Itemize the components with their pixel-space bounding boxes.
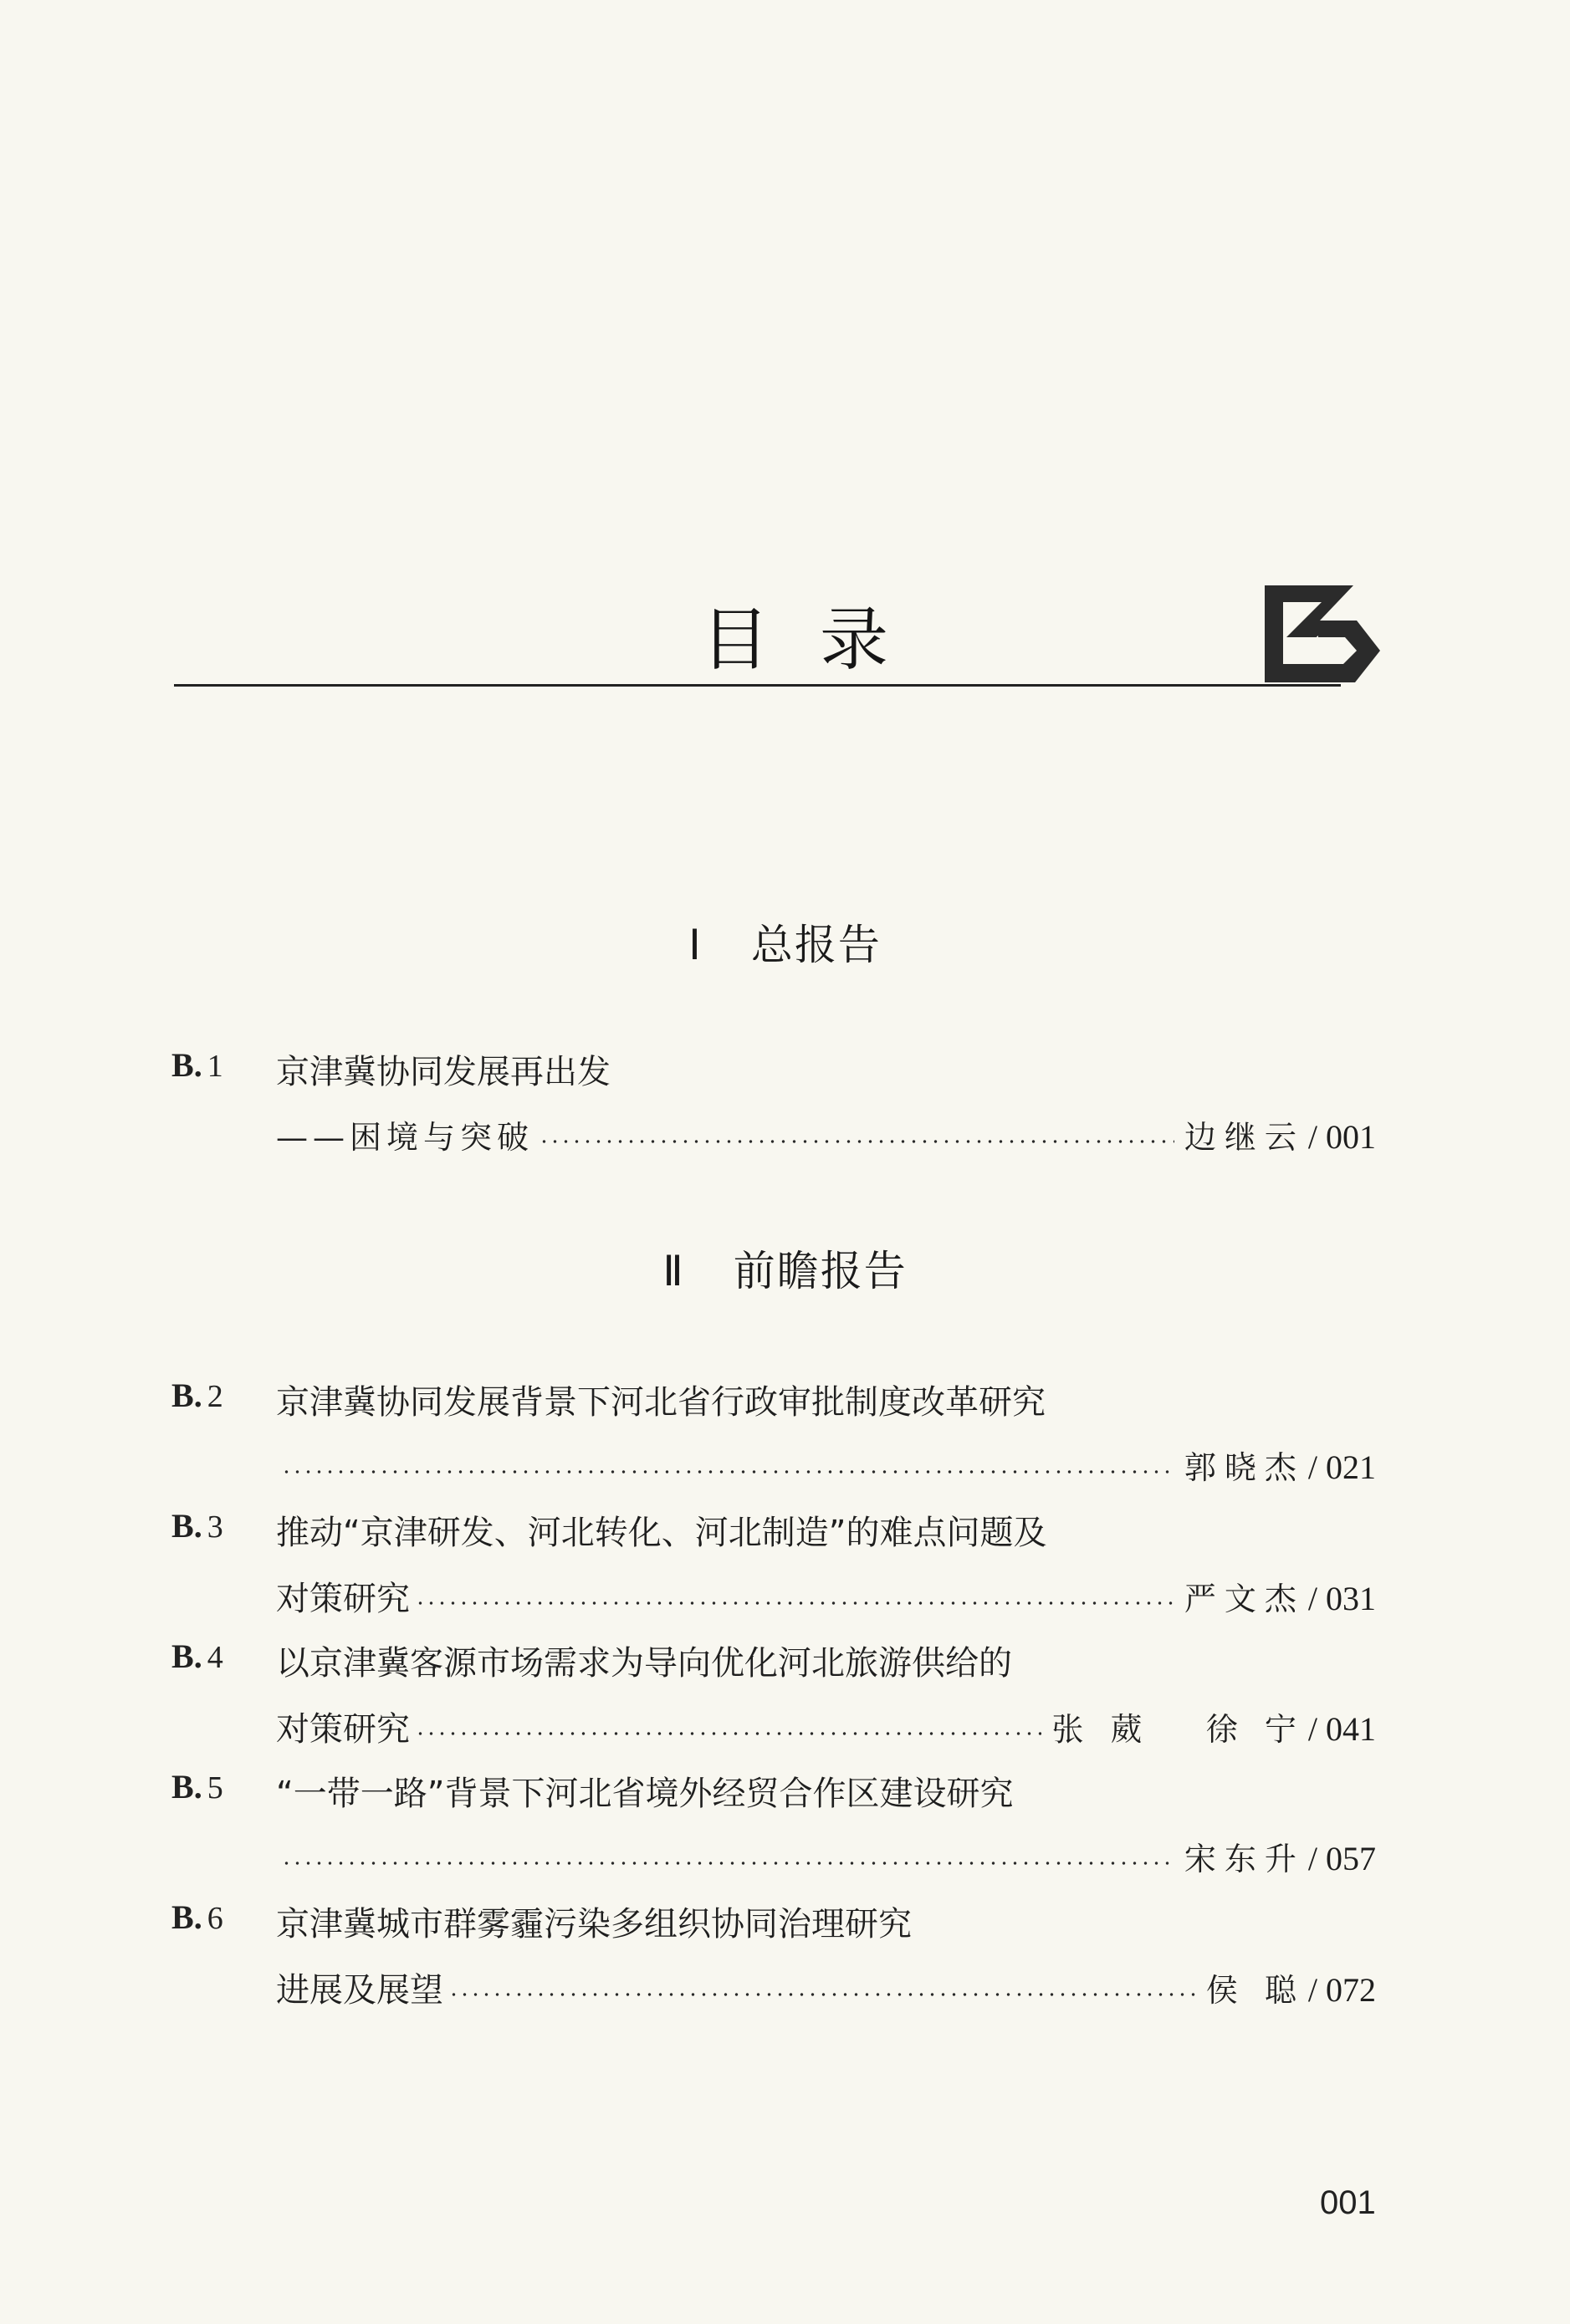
entry-id: B. 4 [171, 1637, 223, 1675]
entry-page: 041 [1326, 1710, 1376, 1748]
entry-author: 严文杰 [1184, 1581, 1305, 1617]
dot-leader [415, 1601, 1174, 1606]
entry-subtitle: 对策研究 [276, 1710, 410, 1749]
separator: / [1307, 1840, 1317, 1877]
dot-leader [281, 1469, 1174, 1474]
entry-id: B. 6 [171, 1898, 223, 1936]
section-heading-outlook-report [0, 1238, 1570, 1298]
separator: / [1307, 1710, 1317, 1748]
section-title: 总报告 [750, 921, 882, 969]
dot-leader [448, 1992, 1196, 1997]
entry-id: B. 1 [171, 1046, 223, 1084]
entry-author: 宋东升 [1184, 1841, 1305, 1877]
dot-leader [281, 1861, 1174, 1866]
entry-subtitle: 对策研究 [276, 1580, 410, 1618]
section-heading-general-report [0, 912, 1570, 972]
entry-title: 推动“京津研发、河北转化、河北制造”的难点问题及 [276, 1514, 1047, 1552]
section-number: Ⅰ [688, 922, 701, 968]
entry-author: 边继云 [1184, 1119, 1305, 1156]
section-number: Ⅱ [662, 1248, 683, 1295]
page-title: 目录 [700, 600, 938, 680]
corner-bracket-icon [1255, 577, 1388, 694]
entry-id: B. 5 [171, 1768, 223, 1806]
separator: / [1307, 1448, 1317, 1486]
entry-subtitle: 进展及展望 [276, 1971, 443, 2010]
entry-title: 京津冀协同发展背景下河北省行政审批制度改革研究 [276, 1383, 1046, 1422]
entry-author: 郭晓杰 [1184, 1449, 1305, 1486]
entry-author: 侯 聪 [1205, 1972, 1305, 2009]
entry-id: B. 2 [171, 1377, 223, 1414]
section-title: 前瞻报告 [733, 1247, 908, 1295]
entry-author: 张 葳 徐 宁 [1051, 1711, 1305, 1748]
entry-subtitle: ——困境与突破 [276, 1119, 534, 1156]
page-number: 001 [1320, 2184, 1376, 2221]
separator: / [1307, 1118, 1317, 1156]
entry-page: 021 [1326, 1448, 1376, 1486]
entry-id: B. 3 [171, 1507, 223, 1545]
dot-leader [539, 1139, 1174, 1144]
entry-title: 京津冀协同发展再出发 [276, 1053, 611, 1091]
entry-page: 001 [1326, 1118, 1376, 1156]
entry-title: 京津冀城市群雾霾污染多组织协同治理研究 [276, 1905, 912, 1943]
separator: / [1307, 1971, 1317, 2009]
entry-page: 057 [1326, 1840, 1376, 1877]
title-rule [174, 684, 1341, 687]
dot-leader [415, 1731, 1041, 1736]
entry-title: 以京津冀客源市场需求为导向优化河北旅游供给的 [276, 1644, 1012, 1683]
entry-title: “一带一路”背景下河北省境外经贸合作区建设研究 [276, 1775, 1014, 1813]
entry-page: 072 [1326, 1971, 1376, 2009]
separator: / [1307, 1580, 1317, 1617]
entry-page: 031 [1326, 1580, 1376, 1617]
